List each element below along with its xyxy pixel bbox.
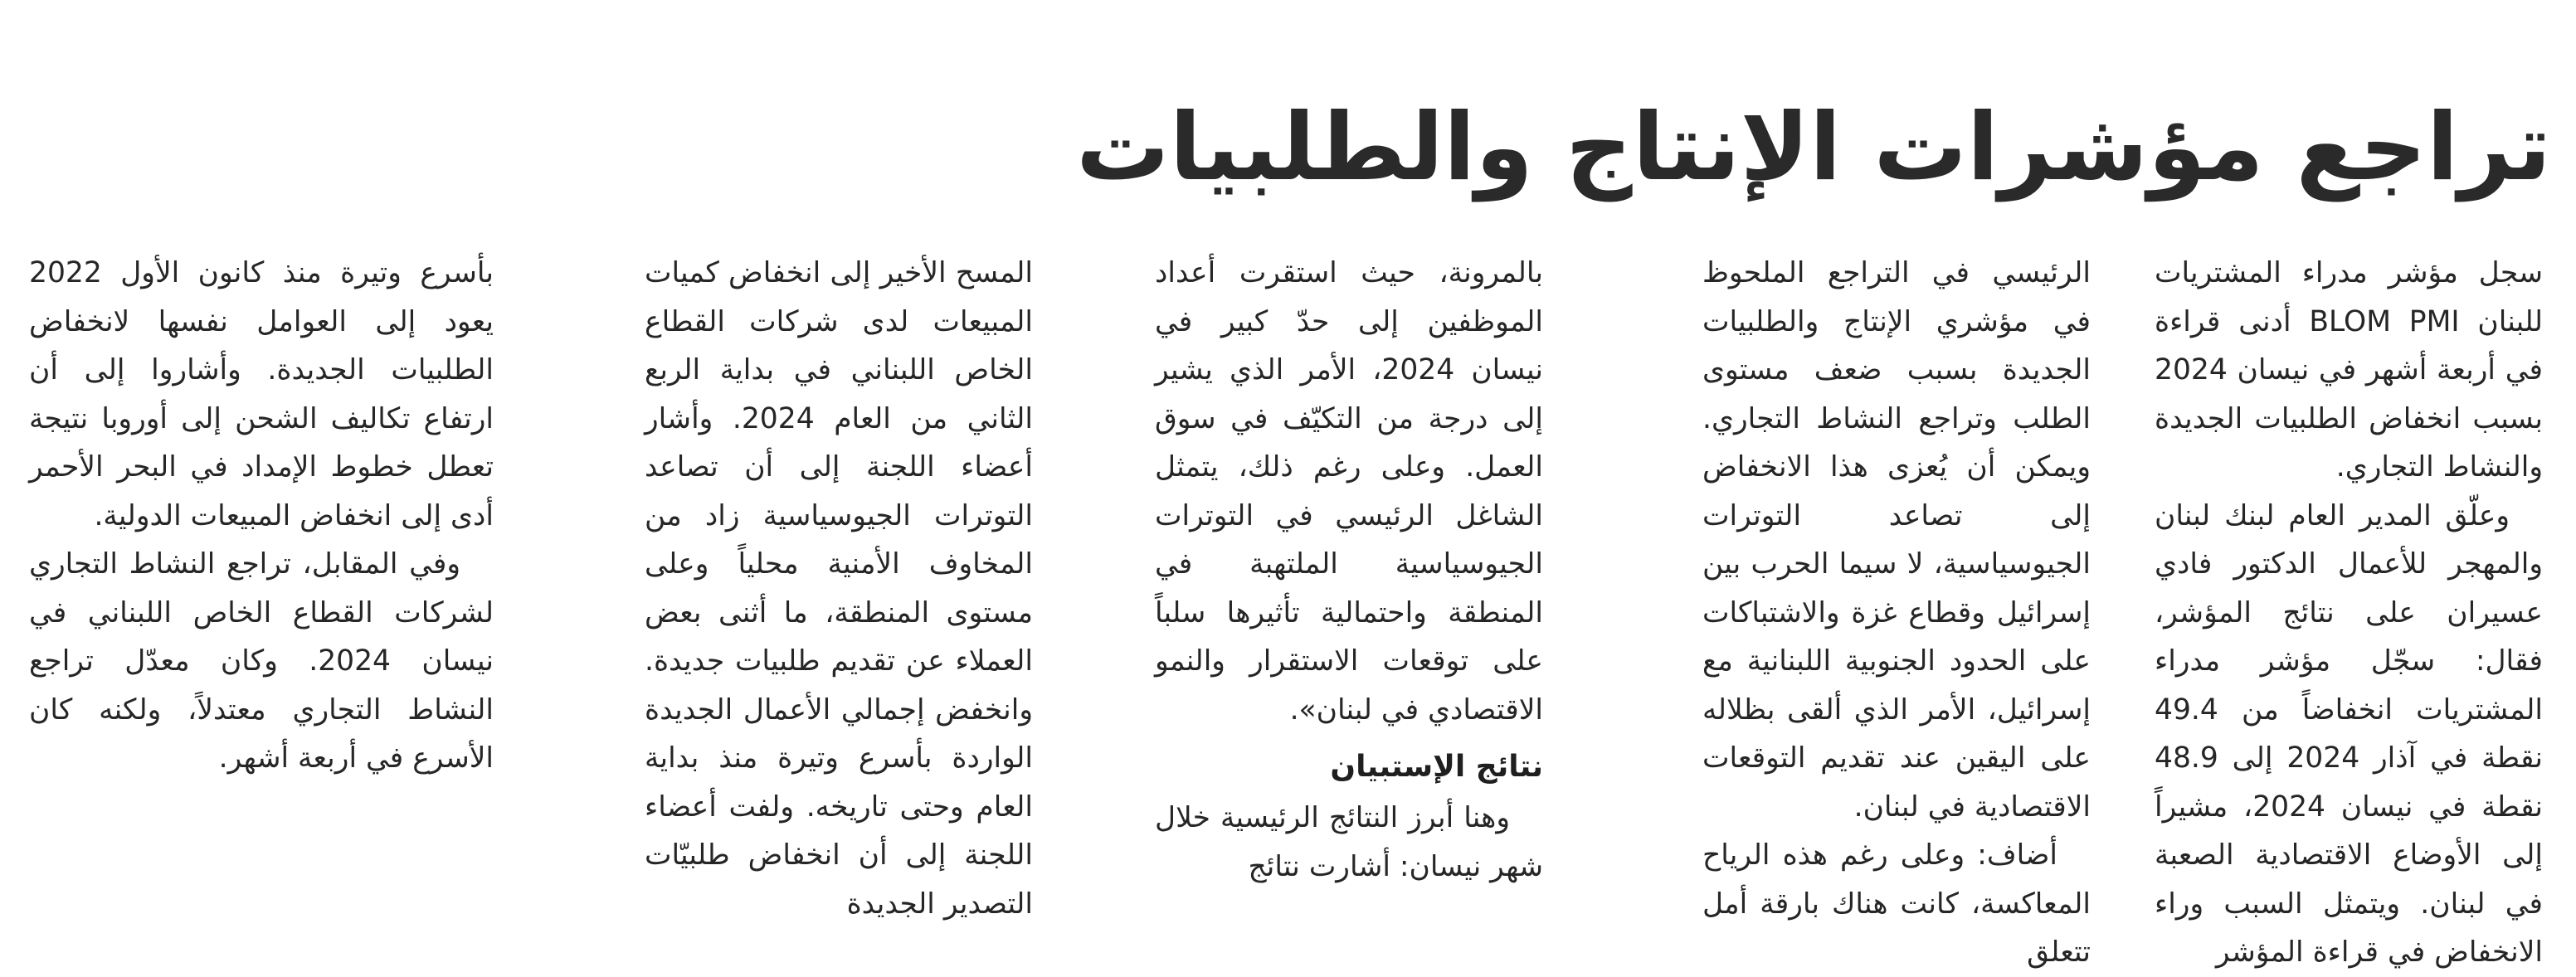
column-1-paragraph-2: وعلّق المدير العام لبنك لبنان والمهجر للأعمال الدكتور فادي عسيران على نتائج المؤشر، فقال: سجّل مؤشر مدراء المشتريات انخفاضاً من 49.4 نقطة في آذار 2024 إلى 48.9 نقطة في نيسان 2024، مشيراً إلى الأوضاع الاقتصادية الصعبة في لبنان. ويتمثل السبب وراء الانخفاض في قراءة المؤشر [2155,498,2544,969]
article-column-1 [2155,249,2544,969]
article-column-4 [645,249,1033,921]
column-5-paragraph-2: وفي المقابل، تراجع النشاط التجاري لشركات القطاع الخاص اللبناني في نيسان 2024. وكان معدّل تراجع النشاط التجاري معتدلاً، ولكنه كان الأسرع في أربعة أشهر. [29,547,494,775]
column-3-paragraph-2: وهنا أبرز النتائج الرئيسية خلال شهر نيسان: أشارت نتائج [1155,801,1543,883]
section-subheading: نتائج الإستبيان [1330,750,1543,784]
article-column-3 [1155,249,1543,883]
column-5-paragraph-1: بأسرع وتيرة منذ كانون الأول 2022 يعود إلى العوامل نفسها لانخفاض الطلبيات الجديدة. وأشاروا إلى أن ارتفاع تكاليف الشحن إلى أوروبا نتيجة تعطل خطوط الإمداد في البحر الأحمر أدى إلى انخفاض المبيعات الدولية. [29,256,494,532]
column-3-paragraph-1: بالمرونة، حيث استقرت أعداد الموظفين إلى حدّ كبير في نيسان 2024، الأمر الذي يشير إلى درجة من التكيّف في سوق العمل. وعلى رغم ذلك، يتمثل الشاغل الرئيسي في التوترات الجيوسياسية الملتهبة في المنطقة واحتمالية تأثيرها سلباً على توقعات الاستقرار والنمو الاقتصادي في لبنان». [1155,256,1543,727]
column-2-paragraph-2: أضاف: وعلى رغم هذه الرياح المعاكسة، كانت هناك بارقة أمل تتعلق [1702,838,2091,969]
article-headline: تراجع مؤشرات الإنتاج والطلبيات [1076,94,2551,202]
column-4-paragraph-1: المسح الأخير إلى انخفاض كميات المبيعات لدى شركات القطاع الخاص اللبناني في بداية الربع الثاني من العام 2024. وأشار أعضاء اللجنة إلى أن تصاعد التوترات الجيوسياسية زاد من المخاوف الأمنية محلياً وعلى مستوى المنطقة، ما أثنى بعض العملاء عن تقديم طلبيات جديدة. وانخفض إجمالي الأعمال الجديدة الواردة بأسرع وتيرة منذ بداية العام وحتى تاريخه. ولفت أعضاء اللجنة إلى أن انخفاض طلبيّات التصدير الجديدة [645,256,1033,921]
column-1-paragraph-1: سجل مؤشر مدراء المشتريات للبنان BLOM PMI أدنى قراءة في أربعة أشهر في نيسان 2024 بسبب انخفاض الطلبيات الجديدة والنشاط التجاري. [2155,256,2543,484]
column-2-paragraph-1: الرئيسي في التراجع الملحوظ في مؤشري الإنتاج والطلبيات الجديدة بسبب ضعف مستوى الطلب وتراجع النشاط التجاري. ويمكن أن يُعزى هذا الانخفاض إلى تصاعد التوترات الجيوسياسية، لا سيما الحرب بين إسرائيل وقطاع غزة والاشتباكات على الحدود الجنوبية اللبنانية مع إسرائيل، الأمر الذي ألقى بظلاله على اليقين عند تقديم التوقعات الاقتصادية في لبنان. [1702,256,2091,824]
article-column-5 [29,249,494,780]
article-column-2 [1702,249,2091,969]
